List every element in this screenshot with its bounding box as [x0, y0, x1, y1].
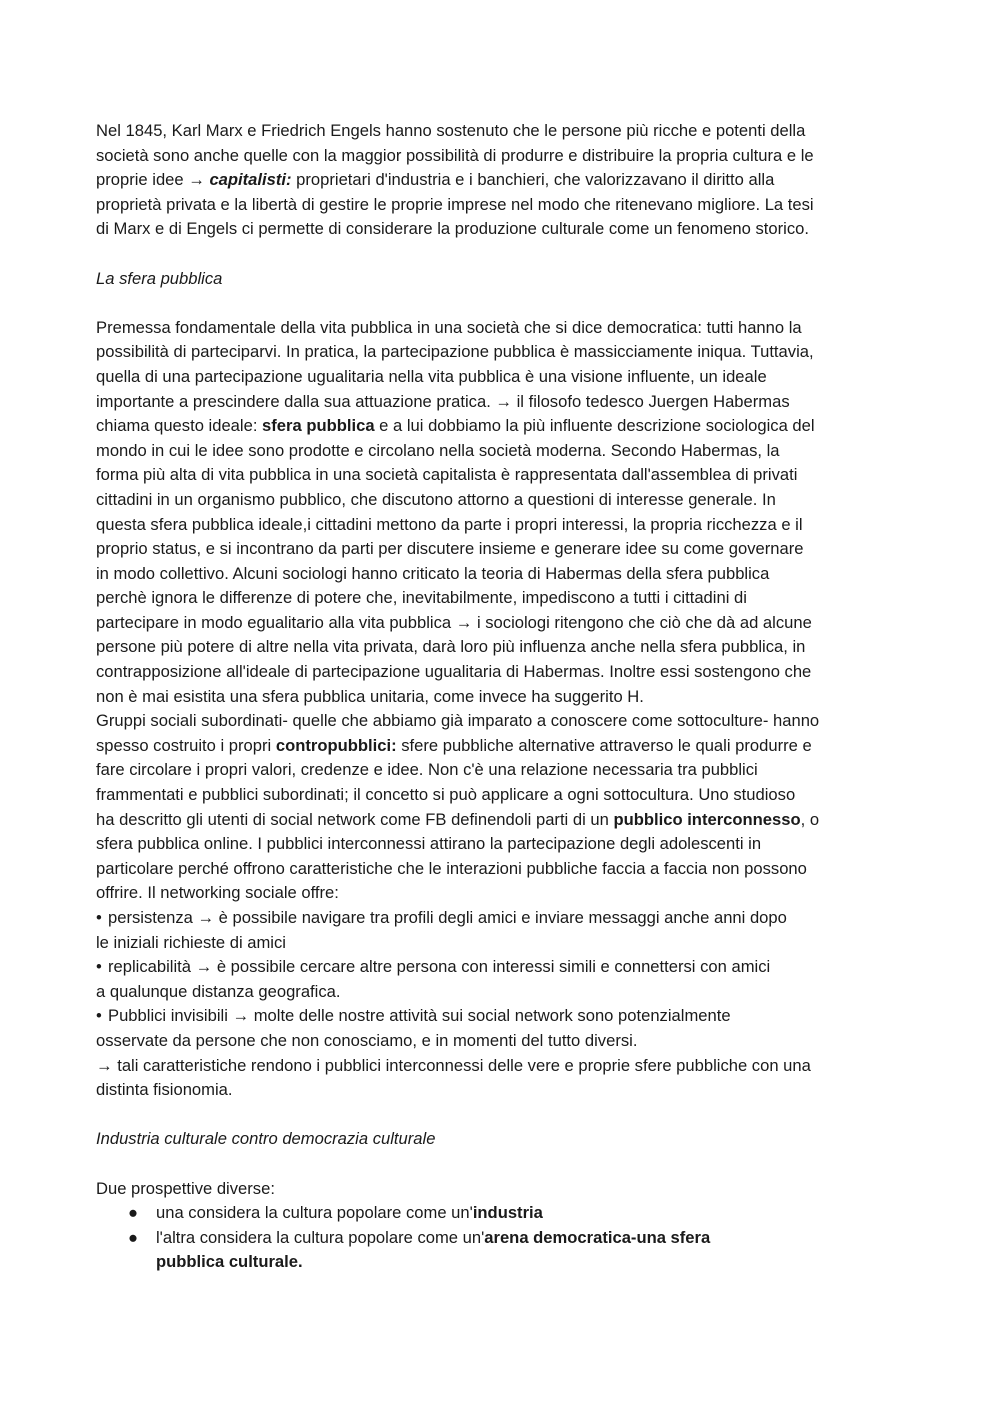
- text-line: Nel 1845, Karl Marx e Friedrich Engels hanno sostenuto che le persone più ricche e potenti della: [96, 121, 806, 140]
- text-line: quella di una partecipazione ugualitaria nella vita pubblica è una visione influente, un ideale: [96, 366, 767, 386]
- text-line: [96, 414, 908, 439]
- text-line: Gruppi sociali subordinati- quelle che abbiamo già imparato a conoscere come sottoculture- hanno: [96, 711, 820, 731]
- text-line: società sono anche quelle con la maggior possibilità di produrre e distribuire la propria cultura e le: [96, 145, 814, 165]
- bullet-icon: •: [96, 908, 102, 927]
- text-line: cittadini in un organismo pubblico, che discutono attorno a questioni di interesse generale. In: [96, 489, 776, 509]
- text-line: non è mai esistita una sfera pubblica unitaria, come invece ha suggerito H.: [96, 686, 644, 706]
- term-pubblico-interconnesso: pubblico interconnesso: [613, 809, 801, 829]
- text-run: spesso costruito i propri: [96, 735, 276, 755]
- text-line: [96, 168, 908, 193]
- text-line: [96, 734, 908, 759]
- text-line: questa sfera pubblica ideale,i cittadini mettono da parte i propri interessi, la propria ricchezza e il: [96, 514, 803, 534]
- list-item: [128, 1226, 908, 1275]
- bullet-text: persistenza → è possibile navigare tra profili degli amici e inviare messaggi anche anni dopo: [108, 908, 787, 927]
- text-line: contrapposizione all'ideale di partecipazione ugualitaria di Habermas. Inoltre essi sostengono che: [96, 662, 812, 682]
- term-sfera-pubblica: sfera pubblica: [262, 416, 375, 436]
- text-run: sfere pubbliche alternative attraverso le quali produrre e: [396, 735, 812, 755]
- list-item-text: l'altra considera la cultura popolare come un': [156, 1227, 485, 1247]
- text-run: , o: [800, 809, 820, 829]
- prospettive-list: [96, 1201, 908, 1275]
- text-line: sfera pubblica online. I pubblici interconnessi attirano la partecipazione degli adolescenti in: [96, 834, 762, 854]
- list-item-text: una considera la cultura popolare come un': [156, 1203, 473, 1223]
- bullet-continuation: osservate da persone che non conosciamo, e in momenti del tutto diversi.: [96, 1030, 638, 1050]
- bullet-item-persistenza: [96, 906, 908, 931]
- term-industria: industria: [472, 1203, 543, 1223]
- text-line: perchè ignora le differenze di potere che, inevitabilmente, impediscono a tutti i cittadini di: [96, 588, 747, 608]
- bullet-text: Pubblici invisibili → molte delle nostre attività sui social network sono potenzialmente: [108, 1006, 731, 1026]
- text-line: distinta fisionomia.: [96, 1080, 233, 1100]
- text-line: forma più alta di vita pubblica in una società capitalista è rappresentata dall'assemblea di privati: [96, 465, 798, 485]
- term-contropubblici: contropubblici:: [275, 735, 397, 755]
- bullet-icon: •: [96, 957, 102, 977]
- section-heading-industria-culturale: Industria culturale contro democrazia culturale: [96, 1129, 436, 1149]
- text-line: fare circolare i propri valori, credenze e idee. Non c'è una relazione necessaria tra pubblici: [96, 760, 758, 780]
- text-run: e a lui dobbiamo la più influente descrizione sociologica del: [374, 416, 815, 436]
- prospettive-intro: Due prospettive diverse:: [96, 1178, 275, 1198]
- text-line: frammentati e pubblici subordinati; il concetto si può applicare a ogni sottocultura. Uno studioso: [96, 785, 796, 805]
- bullet-icon: ●: [128, 1227, 139, 1247]
- bullet-item-pubblici-invisibili: [96, 1004, 908, 1029]
- text-line: → tali caratteristiche rendono i pubblici interconnessi delle vere e proprie sfere pubbliche con una: [96, 1055, 811, 1075]
- text-line: proprio status, e si incontrano da parti per discutere insieme e generare idee su come governare: [96, 539, 804, 559]
- text-line: importante a prescindere dalla sua attuazione pratica. → il filosofo tedesco Juergen Habermas: [96, 391, 790, 411]
- bullet-icon: •: [96, 1006, 102, 1026]
- text-line: partecipare in modo egualitario alla vita pubblica → i sociologi ritengono che ciò che dà ad alcune: [96, 612, 812, 632]
- term-pubblica-culturale: pubblica culturale.: [156, 1252, 303, 1272]
- sfera-pubblica-paragraph: [96, 316, 908, 1103]
- text-line: mondo in cui le idee sono prodotte e circolano nella società moderna. Secondo Habermas, la: [96, 440, 780, 460]
- text-line: proprietà privata e la libertà di gestire le proprie imprese nel modo che ritenevano migliore. La tesi: [96, 194, 814, 214]
- text-line: particolare perché offrono caratteristiche che le interazioni pubbliche faccia a faccia non possono: [96, 858, 807, 878]
- text-line: offrire. Il networking sociale offre:: [96, 883, 339, 903]
- text-run: proprietari d'industria e i banchieri, che valorizzavano il diritto alla: [291, 170, 775, 190]
- text-line: persone più potere di altre nella vita privata, darà loro più influenza anche nella sfera pubblica, in: [96, 637, 806, 657]
- bullet-continuation: le iniziali richieste di amici: [96, 932, 286, 952]
- text-line: in modo collettivo. Alcuni sociologi hanno criticato la teoria di Habermas della sfera pubblica: [96, 563, 770, 583]
- text-run: ha descritto gli utenti di social network come FB definendoli parti di un: [96, 809, 614, 829]
- text-run: chiama questo ideale:: [96, 416, 263, 436]
- text-line: [96, 808, 908, 833]
- text-line: possibilità di parteciparvi. In pratica, la partecipazione pubblica è massicciamente iniqua. Tuttavia,: [96, 342, 814, 362]
- term-arena-democratica: arena democratica-una sfera: [484, 1227, 711, 1247]
- intro-paragraph: [96, 119, 908, 242]
- text-line: di Marx e di Engels ci permette di considerare la produzione culturale come un fenomeno storico.: [96, 219, 809, 239]
- bullet-item-replicabilita: [96, 955, 908, 980]
- section-heading-sfera-pubblica: La sfera pubblica: [96, 268, 223, 288]
- term-capitalisti: capitalisti:: [209, 170, 292, 190]
- bullet-text: replicabilità → è possibile cercare altre persona con interessi simili e connettersi con amici: [108, 957, 771, 977]
- text-run: proprie idee →: [96, 170, 210, 190]
- bullet-icon: ●: [128, 1203, 139, 1223]
- bullet-continuation: a qualunque distanza geografica.: [96, 981, 341, 1001]
- text-line: Premessa fondamentale della vita pubblica in una società che si dice democratica: tutti hanno la: [96, 317, 802, 337]
- list-item: [128, 1201, 908, 1226]
